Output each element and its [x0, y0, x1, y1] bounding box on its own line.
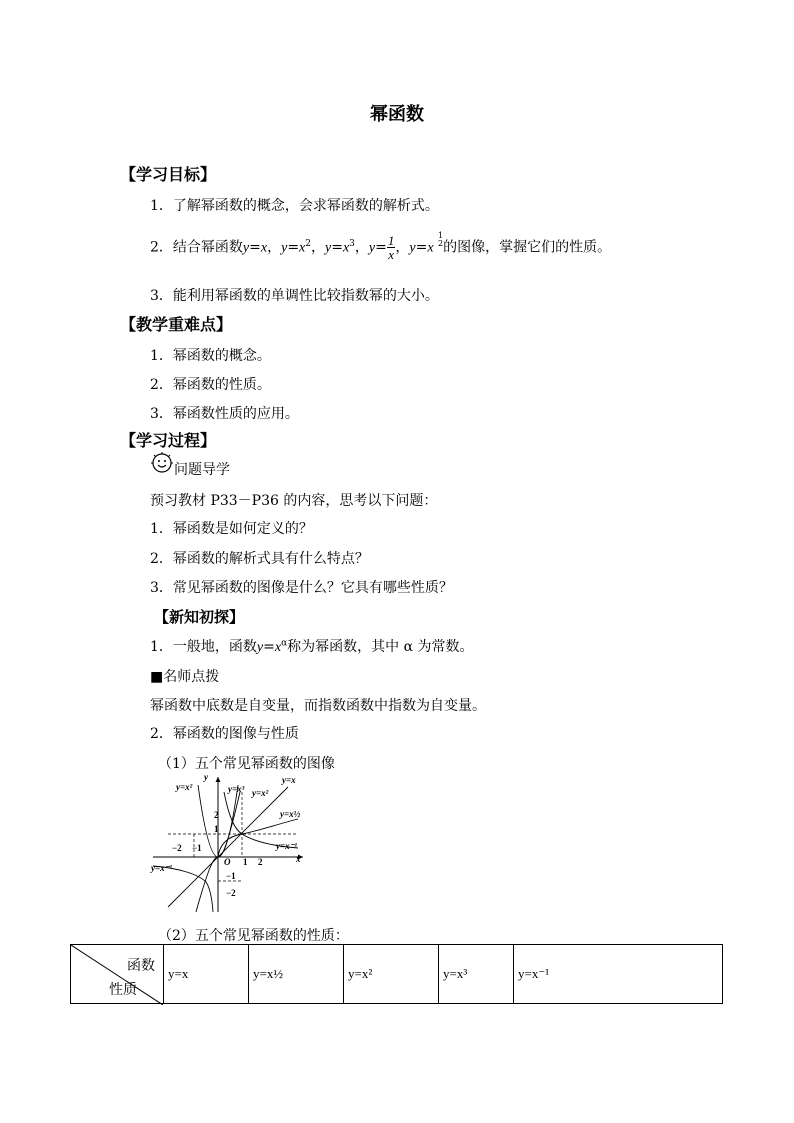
key-point-3: 3．幂函数性质的应用。: [150, 406, 299, 422]
col-y-x3: y=x³: [439, 945, 514, 1004]
x-tick-minus1: −1: [192, 843, 202, 853]
key-point-1: 1．幂函数的概念。: [150, 348, 271, 364]
tip-label: ■名师点拨: [150, 669, 220, 685]
question-3: 3．常见幂函数的图像是什么？它具有哪些性质？: [150, 580, 453, 596]
col-y-sqrt: y=x½: [249, 945, 344, 1004]
smiley-icon: [150, 451, 174, 475]
item-2-heading: 2．幂函数的图像与性质: [150, 726, 299, 742]
definition-prefix: 1．一般地，函数: [150, 639, 257, 655]
power-function-graph: [148, 772, 310, 914]
label-y-x3: y=x³: [228, 784, 245, 794]
properties-table: [70, 944, 723, 1004]
y-tick-minus1: −1: [226, 871, 236, 881]
goal-item-1: 1．了解幂函数的概念，会求幂函数的解析式。: [150, 198, 439, 214]
graph-y-axis-label: y: [204, 772, 208, 782]
definition-line: 1．一般地，函数$y=x^\alpha$称为幂函数，其中 α 为常数。: [150, 638, 474, 655]
props-caption: （2）五个常见幂函数的性质：: [158, 928, 349, 944]
label-y-inv-right: y=x⁻¹: [276, 841, 298, 851]
col-y-inv: y=x⁻¹: [514, 945, 723, 1004]
col-y-x: y=x: [164, 945, 249, 1004]
goal-item-2-suffix: 的图像，掌握它们的性质。: [443, 239, 612, 256]
col-y-x2: y=x²: [344, 945, 439, 1004]
x-tick-minus2: −2: [172, 843, 182, 853]
section-process: 【学习过程】: [120, 431, 217, 450]
tip-text: 幂函数中底数是自变量，而指数函数中指数为自变量。: [150, 698, 486, 714]
table-header-row: [71, 945, 723, 1004]
key-point-2: 2．幂函数的性质。: [150, 377, 271, 393]
new-knowledge-heading: 【新知初探】: [154, 608, 245, 626]
goal-item-2: 2．结合幂函数y=x，$y=x^2$，$y=x^3$，y= $\frac{1}{x}$ ，y=x 1 2的图像，掌握它们的性质。: [150, 231, 612, 263]
x-tick-2: 2: [258, 857, 263, 867]
question-2: 2．幂函数的解析式具有什么特点？: [150, 551, 369, 567]
label-y-sqrt: y=x½: [280, 809, 301, 819]
y-tick-minus2: −2: [226, 888, 236, 898]
graph-origin-label: O: [224, 857, 231, 867]
question-1: 1．幂函数是如何定义的？: [150, 521, 313, 537]
label-y-x2-left: y=x²: [176, 782, 193, 792]
definition-suffix: 称为幂函数，其中 α 为常数。: [287, 639, 474, 655]
x-tick-1: 1: [243, 857, 248, 867]
section-goals: 【学习目标】: [120, 165, 217, 184]
guide-label: 问题导学: [174, 462, 230, 478]
y-tick-1: 1: [214, 824, 219, 834]
label-y-x: y=x: [282, 775, 296, 785]
y-tick-2: 2: [214, 810, 219, 820]
label-y-x2-right: y=x²: [252, 788, 269, 798]
goal-item-3: 3．能利用幂函数的单调性比较指数幂的大小。: [150, 288, 439, 304]
graph-caption: （1）五个常见幂函数的图像: [158, 756, 335, 772]
goal-item-2-prefix: 2．结合幂函数: [150, 239, 243, 256]
corner-label-property: 性质: [109, 982, 137, 998]
graph-x-axis-label: x: [296, 854, 301, 864]
label-y-inv-left: y=x⁻¹: [151, 863, 173, 873]
page-title: 幂函数: [370, 104, 424, 125]
corner-label-function: 函数: [127, 958, 155, 974]
preview-text: 预习教材 P33－P36 的内容，思考以下问题：: [150, 493, 438, 509]
table-corner-cell: [71, 945, 164, 1004]
section-key-points: 【教学重难点】: [120, 315, 233, 334]
